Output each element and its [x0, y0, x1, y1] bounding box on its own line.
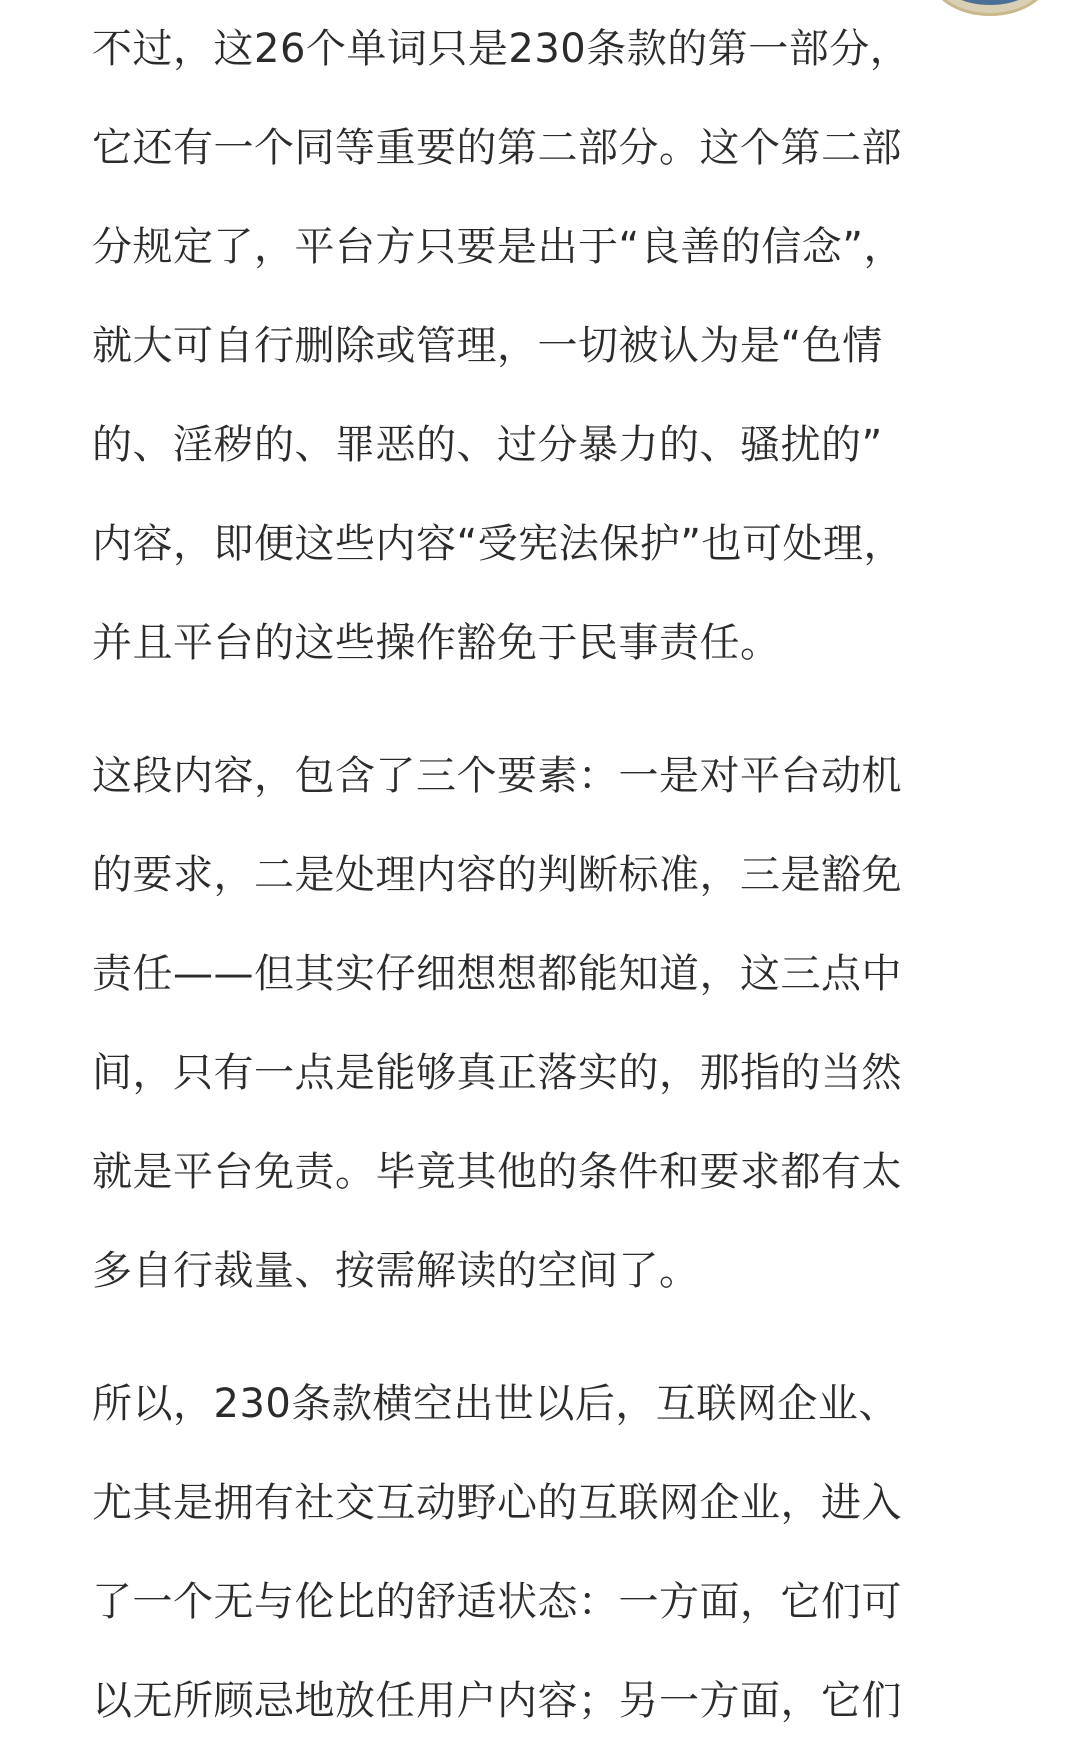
- article-paragraph: 所以，230条款横空出世以后，互联网企业、 尤其是拥有社交互动野心的互联网企业，进入 了一个无与伦比的舒适状态：一方面，它们可 以无所顾忌地放任用户内容；另一方面，它们: [92, 1381, 902, 1724]
- article-body: [92, 0, 992, 1751]
- article-paragraph: 这段内容，包含了三个要素：一是对平台动机 的要求，二是处理内容的判断标准，三是豁免 责任——但其实仔细想想都能知道，这三点中 间，只有一点是能够真正落实的，那指的当然 就是平台免责。毕竟其他的条件和要求都有太 多自行裁量、按需解读的空间了。: [92, 753, 902, 1294]
- article-paragraph: 不过，这26个单词只是230条款的第一部分， 它还有一个同等重要的第二部分。这个第二部 分规定了，平台方只要是出于“良善的信念”， 就大可自行删除或管理，一切被认为是“色情 的、淫秽的、罪恶的、过分暴力的、骚扰的” 内容，即便这些内容“受宪法保护”也可处理， 并且平台的这些操作豁免于民事责任。: [92, 26, 911, 666]
